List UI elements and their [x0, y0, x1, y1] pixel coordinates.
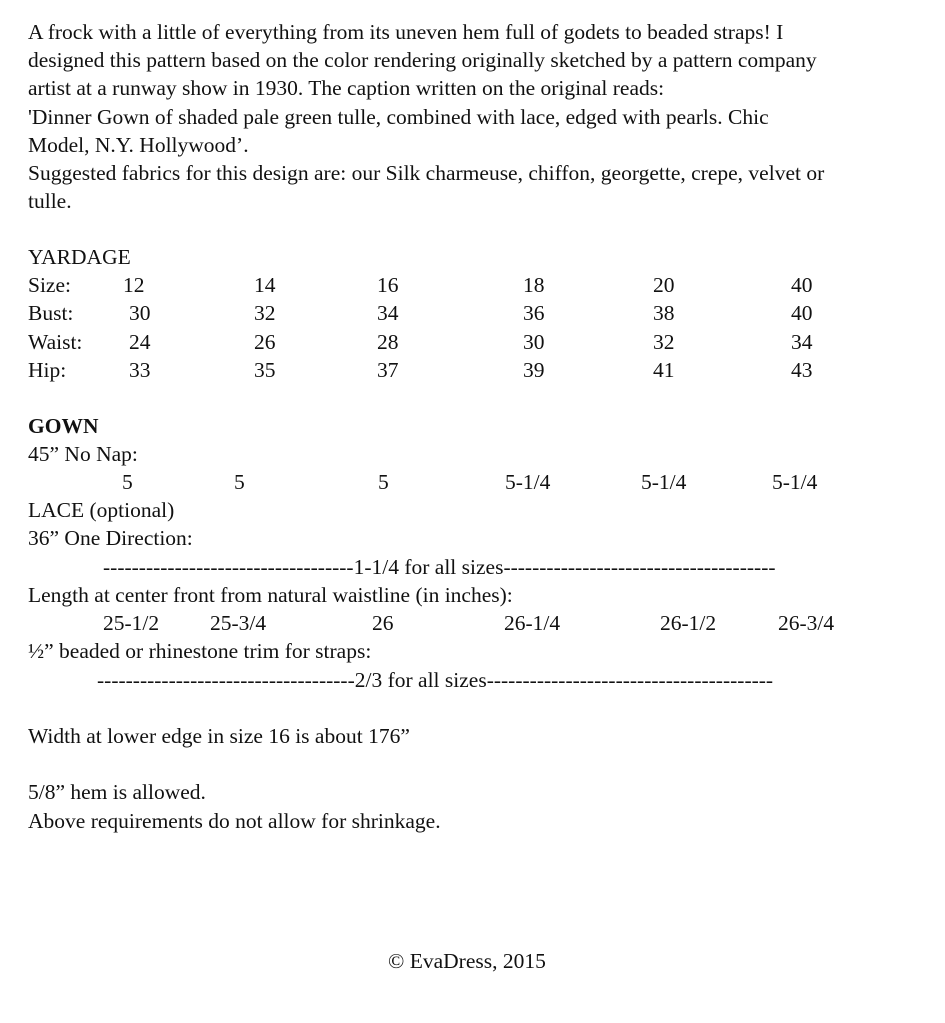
shrinkage-note: Above requirements do not allow for shrinkage.	[28, 809, 441, 833]
hem-note: 5/8” hem is allowed.	[28, 780, 206, 804]
table-cell: 38	[653, 301, 675, 325]
table-cell: 5	[378, 470, 389, 494]
table-cell: 43	[791, 358, 813, 382]
table-cell: 32	[254, 301, 276, 325]
row-label: Bust:	[28, 301, 74, 325]
table-cell: 30	[523, 330, 545, 354]
table-cell: 5-1/4	[505, 470, 551, 494]
table-cell: 28	[377, 330, 399, 354]
table-cell: 20	[653, 273, 675, 297]
gown-heading: GOWN	[28, 414, 99, 438]
intro-line: Suggested fabrics for this design are: our Silk charmeuse, chiffon, georgette, crepe, velvet or	[28, 161, 825, 185]
table-cell: 34	[791, 330, 813, 354]
table-cell: 5-1/4	[641, 470, 687, 494]
table-cell: 25-3/4	[210, 611, 267, 635]
intro-line: Model, N.Y. Hollywood’.	[28, 133, 249, 157]
lace-label: LACE (optional)	[28, 498, 175, 522]
intro-line: designed this pattern based on the color rendering originally sketched by a pattern company	[28, 48, 817, 72]
table-cell: 16	[377, 273, 399, 297]
table-cell: 25-1/2	[103, 611, 160, 635]
intro-line: tulle.	[28, 189, 72, 213]
table-cell: 26	[254, 330, 276, 354]
table-cell: 26	[372, 611, 394, 635]
table-cell: 26-1/4	[504, 611, 561, 635]
width-note: Width at lower edge in size 16 is about 176”	[28, 724, 410, 748]
length-label: Length at center front from natural waistline (in inches):	[28, 583, 513, 607]
intro-line: artist at a runway show in 1930. The caption written on the original reads:	[28, 76, 665, 100]
table-cell: 5-1/4	[772, 470, 818, 494]
copyright: © EvaDress, 2015	[388, 949, 546, 973]
table-cell: 40	[791, 301, 813, 325]
table-cell: 34	[377, 301, 399, 325]
trim-label: ½” beaded or rhinestone trim for straps:	[28, 639, 372, 663]
row-label: Hip:	[28, 358, 67, 382]
table-cell: 5	[234, 470, 245, 494]
table-cell: 26-1/2	[660, 611, 717, 635]
yardage-heading: YARDAGE	[28, 245, 131, 269]
table-cell: 14	[254, 273, 276, 297]
row-label: Waist:	[28, 330, 83, 354]
table-cell: 35	[254, 358, 276, 382]
table-cell: 30	[129, 301, 151, 325]
table-cell: 32	[653, 330, 675, 354]
table-cell: 5	[122, 470, 133, 494]
table-cell: 36	[523, 301, 545, 325]
table-cell: 40	[791, 273, 813, 297]
one-direction-label: 36” One Direction:	[28, 526, 193, 550]
row-label: Size:	[28, 273, 71, 297]
table-cell: 12	[123, 273, 145, 297]
no-nap-label: 45” No Nap:	[28, 442, 138, 466]
table-cell: 33	[129, 358, 151, 382]
table-cell: 24	[129, 330, 151, 354]
lace-all-sizes: -----------------------------------1-1/4 for all sizes--------------------------------------	[103, 555, 776, 579]
intro-line: A frock with a little of everything from its uneven hem full of godets to beaded straps! I	[28, 20, 784, 44]
table-cell: 37	[377, 358, 399, 382]
trim-all-sizes: ------------------------------------2/3 for all sizes----------------------------------------	[97, 668, 774, 692]
table-cell: 41	[653, 358, 675, 382]
intro-line: 'Dinner Gown of shaded pale green tulle, combined with lace, edged with pearls. Chic	[28, 105, 769, 129]
table-cell: 18	[523, 273, 545, 297]
table-cell: 26-3/4	[778, 611, 835, 635]
table-cell: 39	[523, 358, 545, 382]
